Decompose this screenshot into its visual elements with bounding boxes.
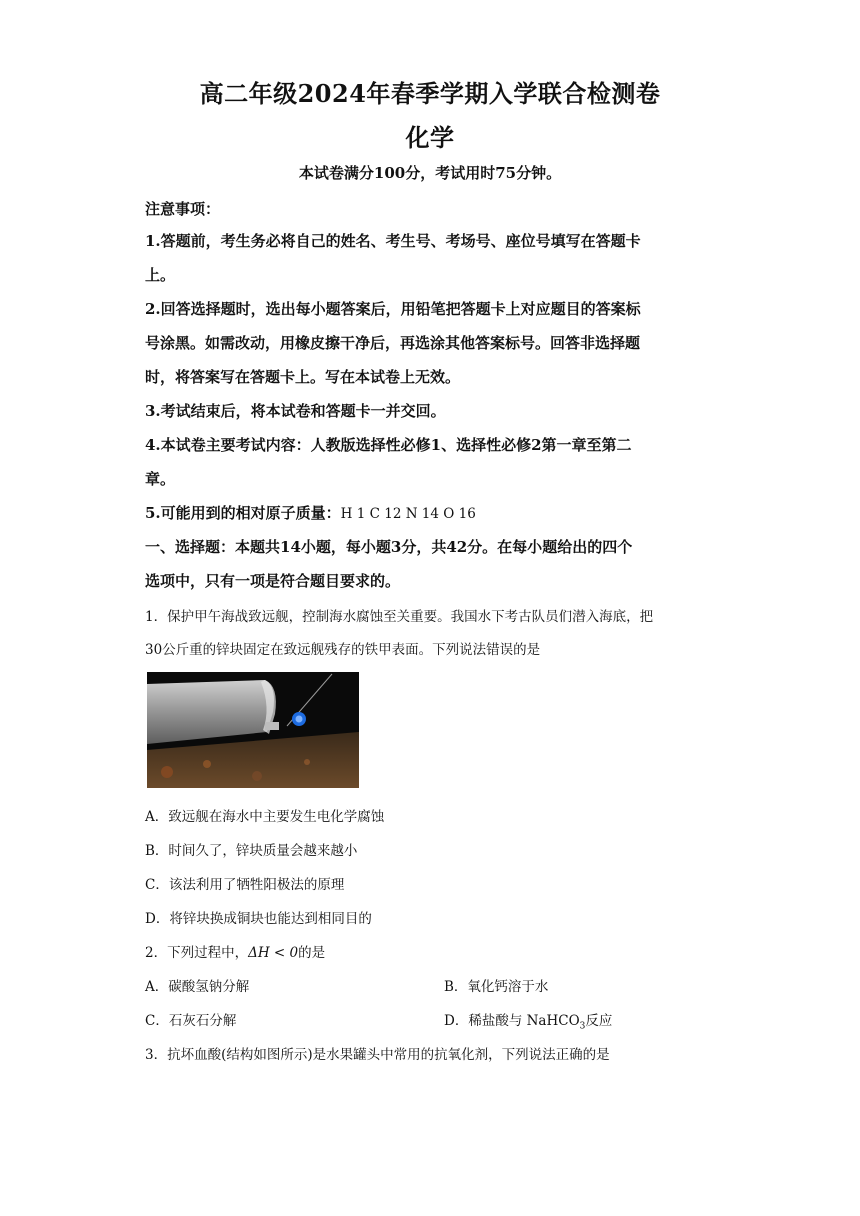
q2-option-d-sub: 3 bbox=[579, 1021, 586, 1032]
q2-option-b: B．氧化钙溶于水 bbox=[444, 979, 549, 995]
q2-formula: ΔH < 0 bbox=[248, 945, 299, 961]
atomic-mass-line bbox=[145, 502, 476, 523]
q2-option-a: A．碳酸氢钠分解 bbox=[145, 979, 250, 995]
q2-option-d-suffix: 反应 bbox=[585, 1013, 613, 1029]
q1-stem-cont: 30公斤重的锌块固定在致远舰残存的铁甲表面。下列说法错误的是 bbox=[145, 642, 541, 658]
note-line: 号涂黑。如需改动，用橡皮擦干净后，再选涂其他答案标号。回答非选择题 bbox=[145, 334, 641, 352]
note-line: 4.本试卷主要考试内容：人教版选择性必修1、选择性必修2第一章至第二 bbox=[145, 436, 632, 454]
atomic-mass-values: H 1 C 12 N 14 O 16 bbox=[340, 506, 476, 522]
q3-stem: 3．抗坏血酸(结构如图所示)是水果罐头中常用的抗氧化剂，下列说法正确的是 bbox=[145, 1047, 610, 1063]
note-line: 时，将答案写在答题卡上。写在本试卷上无效。 bbox=[145, 368, 461, 386]
notes-heading: 注意事项： bbox=[145, 200, 221, 218]
note-line: 2.回答选择题时，选出每小题答案后，用铅笔把答题卡上对应题目的答案标 bbox=[145, 300, 641, 318]
q1-option-a: A．致远舰在海水中主要发生电化学腐蚀 bbox=[145, 809, 385, 825]
underwater-zinc-block-photo bbox=[147, 672, 359, 788]
exam-title: 高二年级2024年春季学期入学联合检测卷 bbox=[199, 79, 661, 108]
section-heading: 一、选择题：本题共14小题，每小题3分，共42分。在每小题给出的四个 bbox=[145, 538, 633, 556]
section-heading-cont: 选项中，只有一项是符合题目要求的。 bbox=[145, 572, 401, 590]
subject-title: 化学 bbox=[405, 123, 455, 152]
q1-option-d: D．将锌块换成铜块也能达到相同目的 bbox=[145, 911, 372, 927]
q2-stem bbox=[145, 941, 325, 961]
q2-option-d bbox=[444, 1009, 612, 1032]
q2-option-d-prefix: D．稀盐酸与 NaHCO bbox=[444, 1013, 580, 1029]
note-line: 章。 bbox=[145, 470, 176, 488]
q2-option-c: C．石灰石分解 bbox=[145, 1013, 237, 1029]
q1-stem: 1．保护甲午海战致远舰，控制海水腐蚀至关重要。我国水下考古队员们潜入海底，把 bbox=[145, 609, 654, 625]
q2-stem-suffix: 的是 bbox=[298, 945, 326, 961]
q2-stem-prefix: 2．下列过程中， bbox=[145, 945, 249, 961]
atomic-mass-label: 5.可能用到的相对原子质量： bbox=[145, 504, 341, 522]
q1-option-b: B．时间久了，锌块质量会越来越小 bbox=[145, 843, 358, 859]
note-line: 1.答题前，考生务必将自己的姓名、考生号、考场号、座位号填写在答题卡 bbox=[145, 232, 641, 250]
note-line: 3.考试结束后，将本试卷和答题卡一并交回。 bbox=[145, 402, 446, 420]
note-line: 上。 bbox=[145, 266, 176, 284]
q1-option-c: C．该法利用了牺牲阳极法的原理 bbox=[145, 877, 345, 893]
exam-info: 本试卷满分100分，考试用时75分钟。 bbox=[298, 164, 562, 182]
